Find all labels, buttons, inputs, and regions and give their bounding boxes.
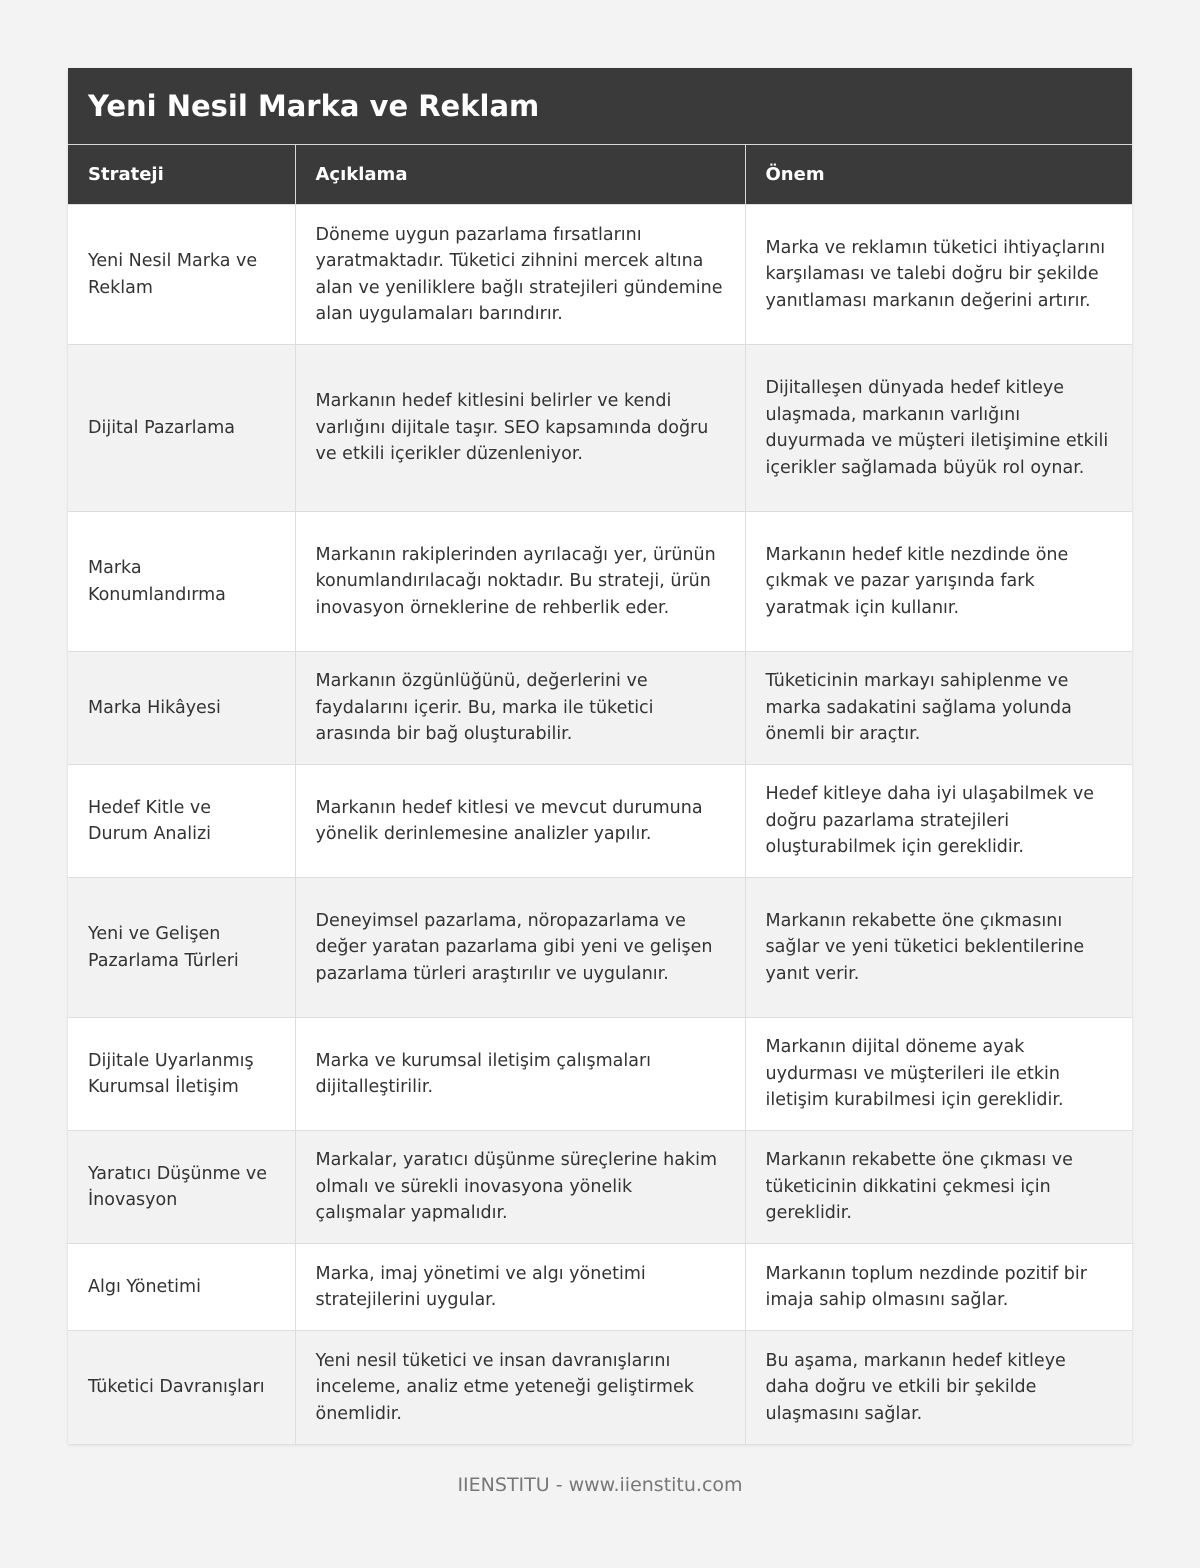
table-row bbox=[68, 652, 1132, 765]
cell-aciklama: Yeni nesil tüketici ve insan davranışlarını inceleme, analiz etme yeteneği geliştirmek önemlidir. bbox=[295, 1331, 745, 1444]
cell-aciklama: Döneme uygun pazarlama fırsatlarını yaratmaktadır. Tüketici zihnini mercek altına alan ve yeniliklere bağlı stratejileri gündemine alan uygulamaları barındırır. bbox=[295, 205, 745, 345]
cell-aciklama: Deneyimsel pazarlama, nöropazarlama ve değer yaratan pazarlama gibi yeni ve gelişen pazarlama türleri araştırılır ve uygulanır. bbox=[295, 878, 745, 1018]
cell-onem: Markanın rekabette öne çıkmasını sağlar ve yeni tüketici beklentilerine yanıt verir. bbox=[745, 878, 1132, 1018]
cell-aciklama: Marka, imaj yönetimi ve algı yönetimi stratejilerini uygular. bbox=[295, 1244, 745, 1331]
cell-aciklama: Markalar, yaratıcı düşünme süreçlerine hakim olmalı ve sürekli inovasyona yönelik çalışmalar yapmalıdır. bbox=[295, 1131, 745, 1244]
cell-onem: Bu aşama, markanın hedef kitleye daha doğru ve etkili bir şekilde ulaşmasını sağlar. bbox=[745, 1331, 1132, 1444]
table-row bbox=[68, 1331, 1132, 1444]
table-title-bar bbox=[68, 68, 1132, 145]
page-title: Yeni Nesil Marka ve Reklam bbox=[88, 89, 540, 123]
table-header-row bbox=[68, 145, 1132, 205]
table-row bbox=[68, 345, 1132, 512]
column-header-onem: Önem bbox=[745, 145, 1132, 205]
cell-strateji: Hedef Kitle ve Durum Analizi bbox=[68, 765, 295, 878]
table-row bbox=[68, 512, 1132, 652]
cell-onem: Markanın dijital döneme ayak uydurması ve müşterileri ile etkin iletişim kurabilmesi için gereklidir. bbox=[745, 1018, 1132, 1131]
table-row bbox=[68, 1244, 1132, 1331]
cell-strateji: Yeni ve Gelişen Pazarlama Türleri bbox=[68, 878, 295, 1018]
cell-aciklama: Marka ve kurumsal iletişim çalışmaları dijitalleştirilir. bbox=[295, 1018, 745, 1131]
cell-onem: Hedef kitleye daha iyi ulaşabilmek ve doğru pazarlama stratejileri oluşturabilmek için gereklidir. bbox=[745, 765, 1132, 878]
strategy-table-card bbox=[68, 68, 1132, 1444]
cell-strateji: Tüketici Davranışları bbox=[68, 1331, 295, 1444]
table-row bbox=[68, 205, 1132, 345]
strategy-table bbox=[68, 145, 1132, 1444]
cell-onem: Markanın toplum nezdinde pozitif bir imaja sahip olmasını sağlar. bbox=[745, 1244, 1132, 1331]
cell-strateji: Marka Hikâyesi bbox=[68, 652, 295, 765]
cell-strateji: Yaratıcı Düşünme ve İnovasyon bbox=[68, 1131, 295, 1244]
cell-onem: Tüketicinin markayı sahiplenme ve marka sadakatini sağlama yolunda önemli bir araçtır. bbox=[745, 652, 1132, 765]
cell-onem: Markanın rekabette öne çıkması ve tüketicinin dikkatini çekmesi için gereklidir. bbox=[745, 1131, 1132, 1244]
cell-strateji: Marka Konumlandırma bbox=[68, 512, 295, 652]
table-row bbox=[68, 765, 1132, 878]
column-header-aciklama: Açıklama bbox=[295, 145, 745, 205]
cell-aciklama: Markanın rakiplerinden ayrılacağı yer, ürünün konumlandırılacağı noktadır. Bu strateji, ürün inovasyon örneklerine de rehberlik eder. bbox=[295, 512, 745, 652]
table-row bbox=[68, 878, 1132, 1018]
cell-onem: Markanın hedef kitle nezdinde öne çıkmak ve pazar yarışında fark yaratmak için kullanır. bbox=[745, 512, 1132, 652]
cell-aciklama: Markanın hedef kitlesini belirler ve kendi varlığını dijitale taşır. SEO kapsamında doğru ve etkili içerikler düzenleniyor. bbox=[295, 345, 745, 512]
table-row bbox=[68, 1131, 1132, 1244]
cell-strateji: Yeni Nesil Marka ve Reklam bbox=[68, 205, 295, 345]
table-row bbox=[68, 1018, 1132, 1131]
cell-onem: Marka ve reklamın tüketici ihtiyaçlarını karşılaması ve talebi doğru bir şekilde yanıtlaması markanın değerini artırır. bbox=[745, 205, 1132, 345]
cell-aciklama: Markanın hedef kitlesi ve mevcut durumuna yönelik derinlemesine analizler yapılır. bbox=[295, 765, 745, 878]
footer-credit: IIENSTITU - www.iienstitu.com bbox=[457, 1474, 743, 1496]
cell-onem: Dijitalleşen dünyada hedef kitleye ulaşmada, markanın varlığını duyurmada ve müşteri iletişimine etkili içerikler sağlamada büyük rol oynar. bbox=[745, 345, 1132, 512]
column-header-strateji: Strateji bbox=[68, 145, 295, 205]
cell-aciklama: Markanın özgünlüğünü, değerlerini ve faydalarını içerir. Bu, marka ile tüketici arasında bir bağ oluşturabilir. bbox=[295, 652, 745, 765]
cell-strateji: Algı Yönetimi bbox=[68, 1244, 295, 1331]
cell-strateji: Dijitale Uyarlanmış Kurumsal İletişim bbox=[68, 1018, 295, 1131]
cell-strateji: Dijital Pazarlama bbox=[68, 345, 295, 512]
